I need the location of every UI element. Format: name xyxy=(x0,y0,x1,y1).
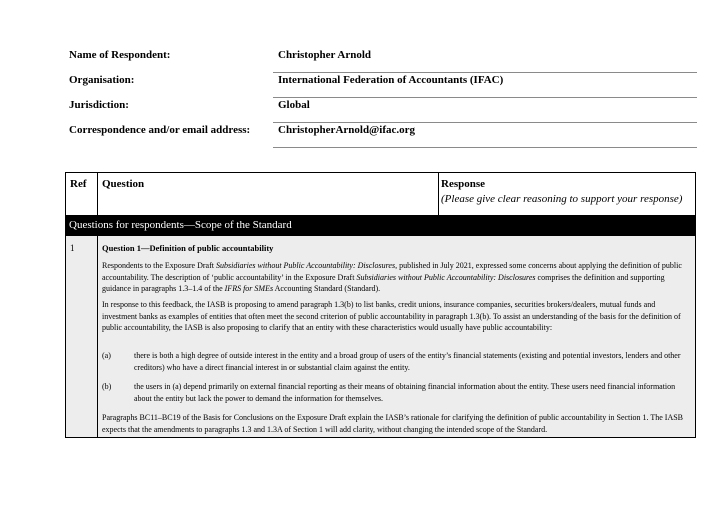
header-divider-ref xyxy=(97,173,98,215)
paragraph-1-text-c: comprises the definition and supporting guidance in paragraphs 1.3–1.4 of the xyxy=(102,272,665,293)
email-divider xyxy=(273,147,697,148)
list-text-b: the users in (a) depend primarily on external financial reporting as their means of obtaining financial information about the entity. These users need financial information about the entity but lack the power to demand the information for themselves. xyxy=(134,382,676,403)
list-marker-b: (b) xyxy=(102,382,112,391)
section-title: Questions for respondents—Scope of the Standard xyxy=(69,219,292,231)
respondent-name-row xyxy=(0,48,713,68)
section-header xyxy=(66,215,695,236)
email-value: ChristopherArnold@ifac.org xyxy=(278,124,416,136)
header-response-note: (Please give clear reasoning to support your response) xyxy=(441,193,683,205)
question-table xyxy=(65,172,696,438)
question-title: Question 1—Definition of public accountability xyxy=(102,243,274,253)
organisation-value: International Federation of Accountants (IFAC) xyxy=(278,74,504,86)
paragraph-1-ed-title-b: Subsidiaries without Public Accountability: Disclosures xyxy=(356,272,536,282)
paragraph-1-standard-name: IFRS for SMEs xyxy=(224,284,274,293)
jurisdiction-value: Global xyxy=(278,99,310,111)
organisation-row xyxy=(0,73,713,93)
question-paragraph-1 xyxy=(102,260,687,295)
name-label: Name of Respondent: xyxy=(69,49,171,61)
question-paragraph-3: Paragraphs BC11–BC19 of the Basis for Conclusions on the Exposure Draft explain the IASB’s rationale for clarifying the definition of public accountability in Section 1. The IASB expects that the amendments to paragraphs 1.3 and 1.3A of Section 1 will add clarity, without changing the intended scope of the Standard. xyxy=(102,413,684,434)
paragraph-1-ed-title-a: Subsidiaries without Public Accountability: Disclosures xyxy=(215,261,396,270)
organisation-label: Organisation: xyxy=(69,74,135,86)
row-divider xyxy=(97,236,98,437)
header-divider-response xyxy=(438,173,439,215)
header-ref: Ref xyxy=(70,178,87,190)
jurisdiction-label: Jurisdiction: xyxy=(69,99,129,111)
paragraph-1-text-a: Respondents to the Exposure Draft xyxy=(102,261,216,270)
header-question: Question xyxy=(102,178,145,190)
question-ref: 1 xyxy=(70,243,75,253)
email-row xyxy=(0,123,713,143)
question-paragraph-2: In response to this feedback, the IASB is proposing to amend paragraph 1.3(b) to list banks, credit unions, insurance companies, securities brokers/dealers, mutual funds and investment banks as examples of entities that often meet the second criterion of public accountability in paragraph 1.3(b). To assist an understanding of the basis for the definition of public accountability, the IASB is also proposing to clarify that an entity with these characteristics would usually have public accountability: xyxy=(102,300,681,332)
paragraph-1-text-b: , published in July 2021, expressed some concerns about applying the definition of public accountability. The description of ‘public accountability’ in the Exposure Draft xyxy=(102,261,682,282)
jurisdiction-row xyxy=(0,98,713,118)
list-marker-a: (a) xyxy=(102,351,111,360)
name-value: Christopher Arnold xyxy=(278,49,372,61)
list-text-a: there is both a high degree of outside interest in the entity and a broad group of users of the entity’s financial statements (existing and potential investors, lenders and other creditors) who have a direct financial interest in or substantial claim against the entity. xyxy=(134,351,681,372)
paragraph-1-text-d: Accounting Standard (Standard). xyxy=(273,284,381,293)
email-label: Correspondence and/or email address: xyxy=(69,124,251,136)
header-response: Response xyxy=(441,178,486,190)
